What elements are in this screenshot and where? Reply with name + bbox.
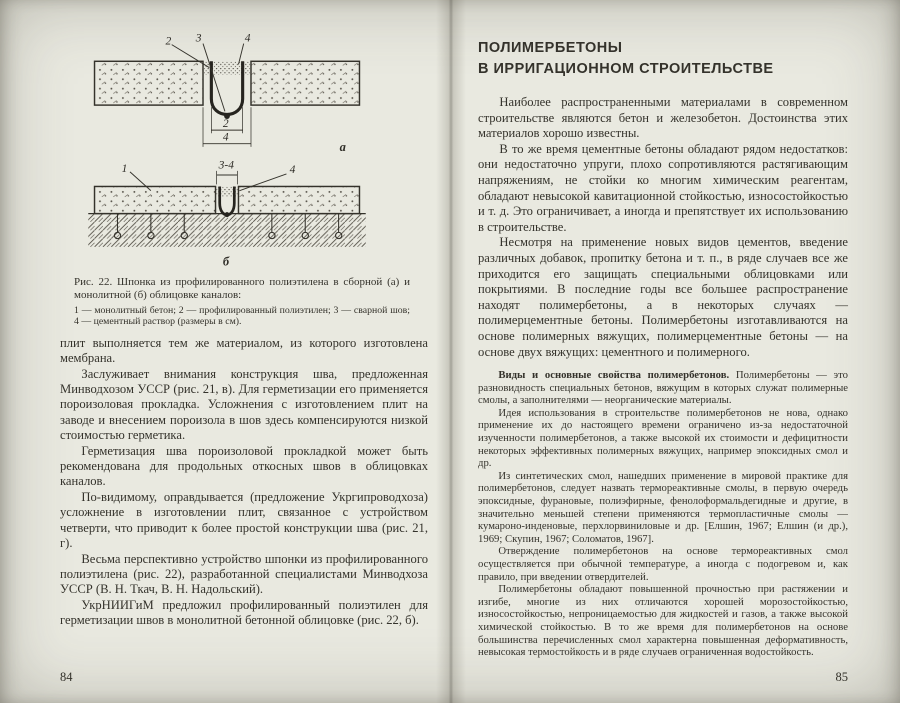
page-left	[60, 0, 428, 703]
figure-dimension: 4	[222, 131, 229, 144]
paragraph-lead: Виды и основные свойства полимербетонов.	[498, 369, 730, 382]
paragraph: Наиболее распространенными материалами в современном строительстве являются бетон и железобетон. Достоинства этих материалов хорошо известны.	[478, 95, 848, 141]
paragraph: Весьма перспективно устройство шпонки из профилированного полиэтилена (рис. 22), разработанной специалистами Минводхоза УССР (В. Н. Ткач, В. Н. Надольский).	[60, 551, 428, 597]
paragraph: Отверждение полимербетонов на основе термореактивных смол осуществляется при обычной температуре, а иногда с подогревом и, как правило, при введении отвердителей.	[478, 545, 848, 583]
paragraph: Герметизация шва пороизоловой прокладкой может быть рекомендована для продольных откосных швов в облицовках каналов.	[60, 443, 428, 489]
page-number-left: 84	[60, 670, 73, 684]
small-print-section	[478, 369, 848, 659]
figure-label: 4	[289, 163, 296, 176]
chapter-heading-line1: ПОЛИМЕРБЕТОНЫ	[478, 40, 623, 56]
paragraph: В то же время цементные бетоны обладают рядом недостатков: они недостаточно упруги, плохо сопротивляются растягивающим напряжениям, не стойки ко многим химическим реагентам, обладают невысокой кавитационной стойкостью, износостойкостью и т. д. Это ограничивает, а иногда и препятствует их использованию в строительстве.	[478, 141, 848, 234]
right-page-body	[478, 95, 848, 360]
left-page-body	[60, 336, 428, 629]
paragraph: Полимербетоны обладают повышенной прочностью при растяжении и изгибе, многие из них отличаются хорошей морозостойкостью, износостойкостью, непроницаемостью для жидкостей и газов, а также высокой химической стойкостью. В то же время для полимербетонов на основе большинства перечисленных смол характерна повышенная деформативность, невысокая термостойкость и в ряде случаев ограниченная водостойкость.	[478, 583, 848, 659]
figure-dimension: 2	[222, 118, 229, 131]
paragraph	[478, 369, 848, 407]
figure-label: 1	[121, 162, 128, 175]
figure-label: 2	[165, 35, 172, 48]
figure-caption-title: Рис. 22. Шпонка из профилированного полиэтилена в сборной (а) и монолитной (б) облицовке каналов:	[74, 276, 410, 301]
page-number-right: 85	[835, 670, 848, 684]
paragraph-text: Полимербетоны — это разновидность специальных бетонов, вяжущим в которых служат полимерные смолы, а заполнителями — неорганические материалы.	[478, 369, 848, 407]
paragraph: По-видимому, оправдывается (предложение Укргипроводхоза) усложнение в изготовлении плит, связанное с устройством четверти, что приводит к более простой конструкции шва (рис. 21, г).	[60, 489, 428, 551]
chapter-heading	[478, 38, 848, 80]
chapter-heading-line2: В ИРРИГАЦИОННОМ СТРОИТЕЛЬСТВЕ	[478, 61, 774, 77]
figure-dimension: 3-4	[218, 159, 234, 172]
paragraph: плит выполняется тем же материалом, из которого изготовлена мембрана.	[60, 335, 428, 366]
paragraph: Идея использования в строительстве полимербетонов не нова, однако применение их до настоящего времени ограничено из-за недостаточной изученности полимербетонов, а также высокой их стоимости и дефицитности некоторых эффективных полимерных вяжущих, например эпоксидных смол и др.	[478, 406, 848, 470]
paragraph: Несмотря на применение новых видов цементов, введение различных добавок, пропитку бетона и т. п., в ряде случаев все же приходится его защищать специальными облицовками или покрытиями. В последние годы все большее распространение находят полимербетоны, а в некоторых случаях — полимерцементные бетоны. Полимербетоны изготавливаются на основе полимерных вяжущих, полимерцементные бетоны — на основе двух вяжущих: цементного и полимерного.	[478, 235, 848, 359]
figure-caption	[74, 276, 410, 328]
figure-caption-legend: 1 — монолитный бетон; 2 — профилированный полиэтилен; 3 — сварной шов; 4 — цементный раствор (размеры в см).	[74, 305, 410, 328]
figure-label: 4	[244, 32, 251, 45]
figure-sublabel-a: а	[339, 140, 346, 154]
page-right	[478, 0, 848, 703]
figure-label: 3	[195, 32, 202, 45]
figure-diagram-b	[88, 160, 365, 269]
paragraph: Из синтетических смол, нашедших применение в мировой практике для полимербетонов, следует назвать термореактивные смолы, в первую очередь эпоксидные, фурановые, полиэфирные, фенолоформальдегидные и другие, в значительно меньшей степени применяются термопластичные смолы — кумароно-инденовые, перхлорвиниловые и др. [Елшин, 1967; Елшин (и др.), 1969; Скупин, 1967; Соломатов, 1967].	[478, 469, 848, 545]
book-gutter-shadow	[436, 0, 466, 703]
figure-22-drawing	[86, 30, 368, 272]
paragraph: Заслуживает внимания конструкция шва, предложенная Минводхозом УССР (рис. 21, в). Для герметизации его применяется пороизоловая прокладка. Усложнения с изготовлением плит на заводе и внесением пороизола в шов здесь компенсируются низкой стоимостью герметика.	[60, 366, 428, 443]
figure-diagram-a	[95, 32, 360, 154]
figure-22	[86, 30, 368, 272]
figure-sublabel-b: б	[222, 254, 230, 269]
paragraph: УкрНИИГиМ предложил профилированный полиэтилен для герметизации швов в монолитной бетонной облицовке (рис. 22, б).	[60, 597, 428, 628]
